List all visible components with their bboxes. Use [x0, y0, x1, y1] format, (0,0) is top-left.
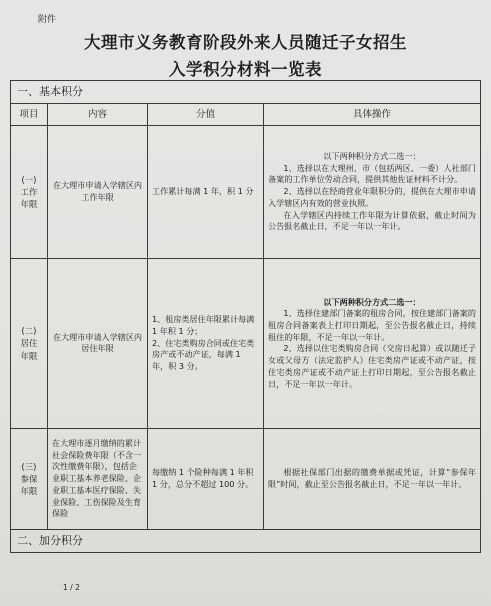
row-operation: 以下两种积分方式二选一： 1、选择以在大理州、市（包括两区、一委）人社部门备案的工作单位劳动合同，提供其他佐证材料不计分。 2、选择以在经商营业年限积分的，提供在大理市申请入学辖区内有效的营业执照。 在入学辖区内持续工作年限为计算依据，截止时间为公告报名截止日，不足一年以一年计。 — [264, 125, 481, 258]
table-row — [11, 125, 481, 258]
header-value: 分值 — [148, 103, 264, 125]
row-operation: 以下两种积分方式二选一： 1、选择住建部门备案的租房合同，按住建部门备案的租房合同备案表上打印日期起，至公告报名截止日，持续租住的年限，不足一年以一年计。 2、选择以住宅类购房合同（交房日起算）或以随迁子女或父母方（法定监护人）住宅类房产证或不动产证，按住宅类房产证或不动产证上打印日期起，至公告报名截止日，不足一年以一年计。 — [264, 258, 481, 428]
header-item: 项目 — [11, 103, 48, 125]
row-value: 工作累计每满 1 年，积 1 分 — [148, 125, 264, 258]
document-title-line1: 大理市义务教育阶段外来人员随迁子女招生 — [84, 33, 407, 52]
table-header — [11, 103, 481, 125]
score-table — [10, 80, 481, 553]
row-item: (一) 工作 年限 — [11, 125, 48, 258]
section-bonus-score: 二、加分积分 — [11, 529, 481, 552]
header-operation: 具体操作 — [264, 103, 481, 125]
section-basic-score: 一、基本积分 — [11, 81, 481, 104]
row-content: 在大理市申请入学辖区内居住年限 — [48, 258, 148, 428]
document-title-line2: 入学积分材料一览表 — [169, 60, 322, 79]
table-row — [11, 428, 481, 529]
table-row — [11, 258, 481, 428]
row-content: 在大理市申请入学辖区内工作年限 — [48, 125, 148, 258]
header-content: 内容 — [48, 103, 148, 125]
row-operation: 根据社保部门出据的缴费单据或凭证，计算“参保年限”时间，截止至公告报名截止日，不足一年以一年计。 — [264, 428, 481, 529]
page-number: 1 / 2 — [63, 583, 80, 592]
row-value: 1、租房类居住年限累计每满 1 年积 1 分； 2、住宅类购房合同或住宅类房产或不动产证，每满 1 年，积 3 分。 — [148, 258, 264, 428]
row-content: 在大理市逐月缴纳的累计社会保险费年限（不含一次性缴费年限），包括企业职工基本养老保险、企业职工基本医疗保险、失业保险、工伤保险及生育保险 — [48, 428, 148, 529]
appendix-label: 附件 — [38, 15, 57, 25]
row-item: (二) 居住 年限 — [11, 258, 48, 428]
row-value: 每缴纳 1 个险种每满 1 年积 1 分，总分不超过 100 分。 — [148, 428, 264, 529]
row-item: (三) 参保 年限 — [11, 428, 48, 529]
